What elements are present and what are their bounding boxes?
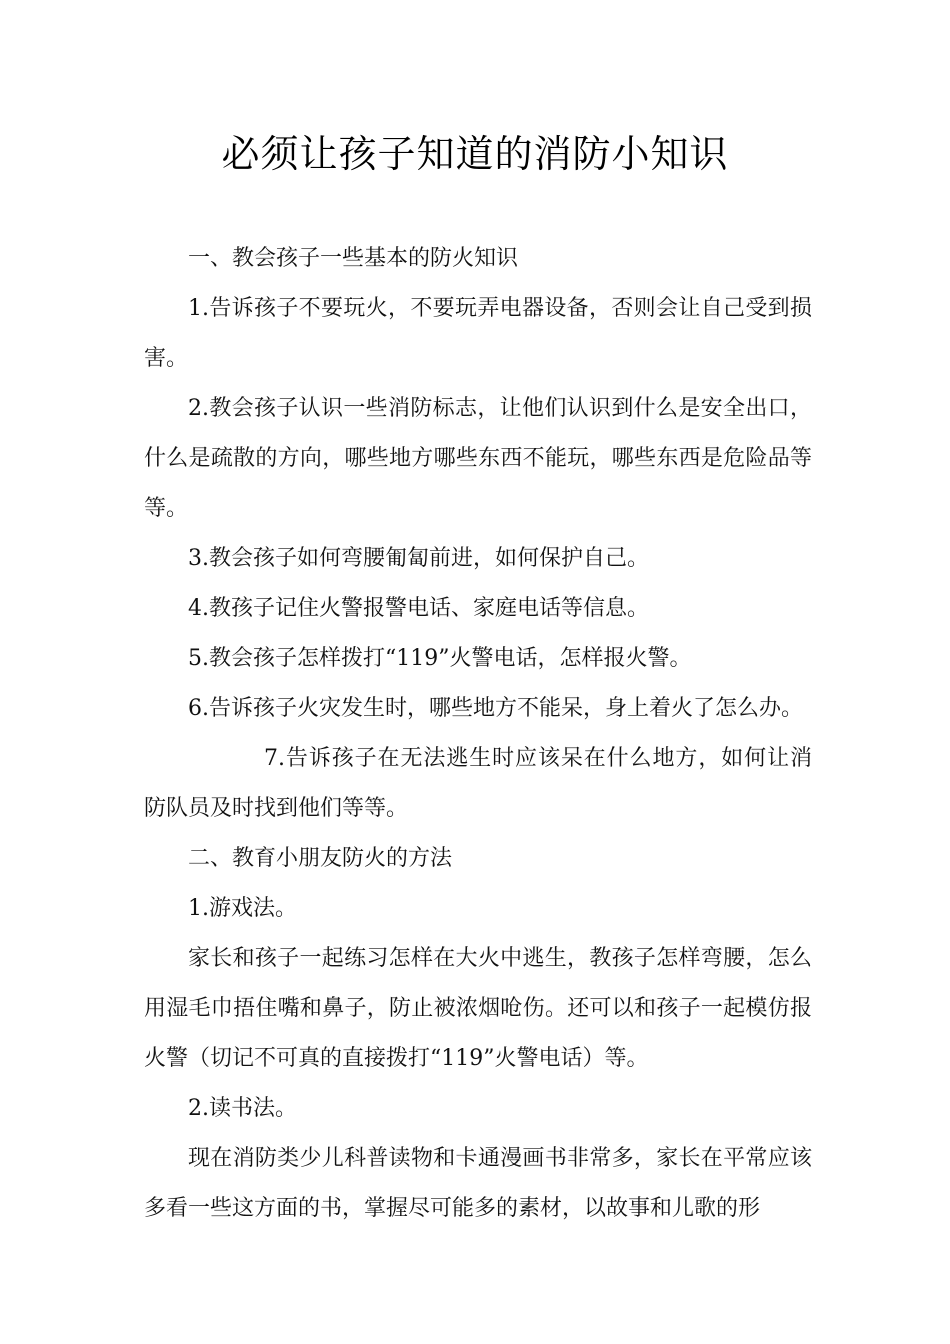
list-item: 3.教会孩子如何弯腰匍匐前进，如何保护自己。 — [188, 546, 649, 571]
list-item: 5.教会孩子怎样拨打“119”火警电话，怎样报火警。 — [188, 646, 692, 671]
document-title: 必须让孩子知道的消防小知识 — [221, 132, 729, 176]
list-item: 4.教孩子记住火警报警电话、家庭电话等信息。 — [188, 596, 649, 621]
method-heading: 1.游戏法。 — [188, 896, 297, 921]
list-item: 6.告诉孩子火灾发生时，哪些地方不能呆，身上着火了怎么办。 — [188, 696, 803, 721]
body-paragraph: 家长和孩子一起练习怎样在大火中逃生，教孩子怎样弯腰，怎么用湿毛巾捂住嘴和鼻子，防止被浓烟呛伤。还可以和孩子一起模仿报火警（切记不可真的直接拨打“119”火警电话）等。 — [144, 946, 812, 1071]
list-item: 7.告诉孩子在无法逃生时应该呆在什么地方，如何让消防队员及时找到他们等等。 — [144, 746, 812, 821]
section-heading-2: 二、教育小朋友防火的方法 — [188, 846, 453, 871]
document-body — [144, 234, 812, 1234]
body-paragraph: 现在消防类少儿科普读物和卡通漫画书非常多，家长在平常应该多看一些这方面的书，掌握尽可能多的素材，以故事和儿歌的形 — [144, 1146, 812, 1221]
list-item: 1.告诉孩子不要玩火，不要玩弄电器设备，否则会让自己受到损害。 — [144, 296, 812, 371]
section-heading-1: 一、教会孩子一些基本的防火知识 — [188, 246, 519, 271]
list-item: 2.教会孩子认识一些消防标志，让他们认识到什么是安全出口，什么是疏散的方向，哪些地方哪些东西不能玩，哪些东西是危险品等等。 — [144, 396, 812, 521]
method-heading: 2.读书法。 — [188, 1096, 297, 1121]
